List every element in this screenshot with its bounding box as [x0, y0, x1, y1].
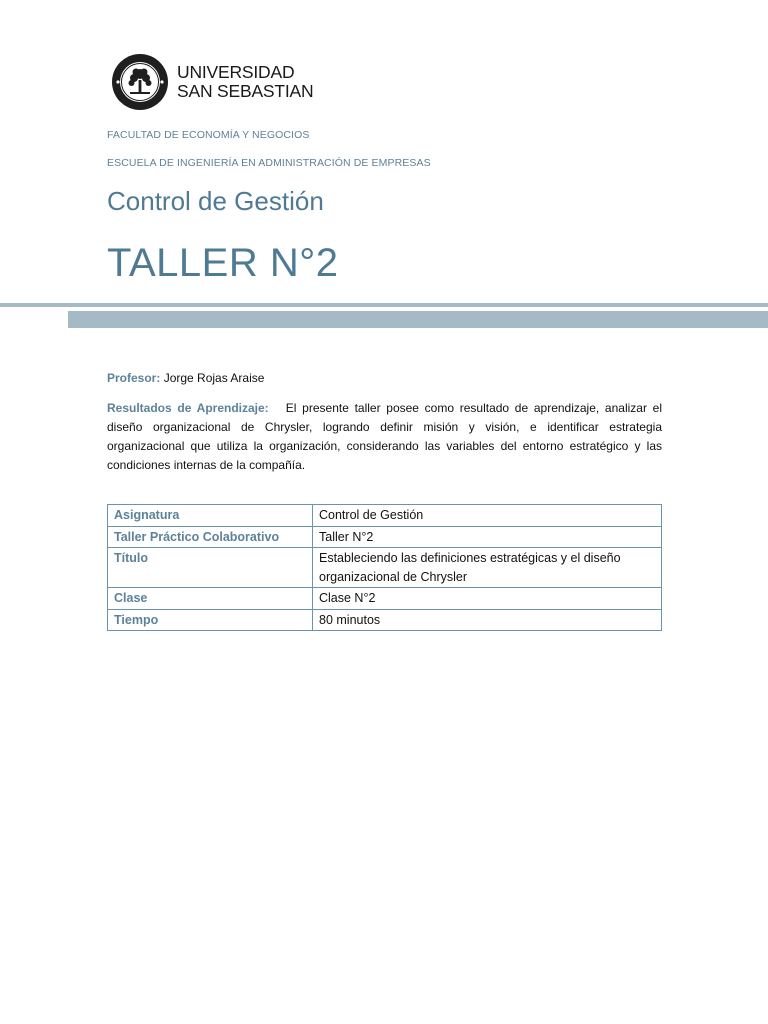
table-row: [108, 548, 662, 588]
header-rule-thick: [68, 311, 768, 328]
document-title: TALLER N°2: [107, 241, 339, 285]
table-key: Asignatura: [108, 505, 313, 527]
table-value: Estableciendo las definiciones estratégicas y el diseño organizacional de Chrysler: [313, 548, 662, 588]
table-row: [108, 526, 662, 548]
table-key: Clase: [108, 588, 313, 610]
header-rule-thin: [0, 303, 768, 307]
table-key: Título: [108, 548, 313, 588]
table-value: Control de Gestión: [313, 505, 662, 527]
table-row: [108, 505, 662, 527]
university-name-line2: SAN SEBASTIAN: [177, 81, 314, 101]
university-name-line1: UNIVERSIDAD: [177, 62, 295, 82]
learning-results-label: Resultados de Aprendizaje:: [107, 401, 269, 415]
professor-label: Profesor:: [107, 371, 161, 385]
table-value: Taller N°2: [313, 526, 662, 548]
course-info-table: [107, 504, 662, 631]
table-value: Clase N°2: [313, 588, 662, 610]
course-title: Control de Gestión: [107, 186, 324, 216]
professor-name: Jorge Rojas Araise: [163, 371, 265, 385]
table-row: [108, 588, 662, 610]
university-name: [177, 63, 313, 101]
school-name: ESCUELA DE INGENIERÍA EN ADMINISTRACIÓN DE EMPRESAS: [107, 157, 431, 169]
learning-results-text: El presente taller posee como resultado de aprendizaje, analizar el diseño organizacional de Chrysler, logrando definir misión y visión, e identificar estrategia organizacional que utiliza la organización, considerando las variables del entorno estratégico y las condiciones internas de la compañía.: [107, 401, 663, 472]
faculty-name: FACULTAD DE ECONOMÍA Y NEGOCIOS: [107, 129, 310, 141]
table-value: 80 minutos: [313, 609, 662, 631]
university-logo: [111, 51, 313, 113]
table-key: Taller Práctico Colaborativo: [108, 526, 313, 548]
learning-results: [107, 399, 662, 475]
table-key: Tiempo: [108, 609, 313, 631]
table-row: [108, 609, 662, 631]
university-seal-icon: [111, 53, 169, 111]
professor-line: [107, 371, 264, 385]
